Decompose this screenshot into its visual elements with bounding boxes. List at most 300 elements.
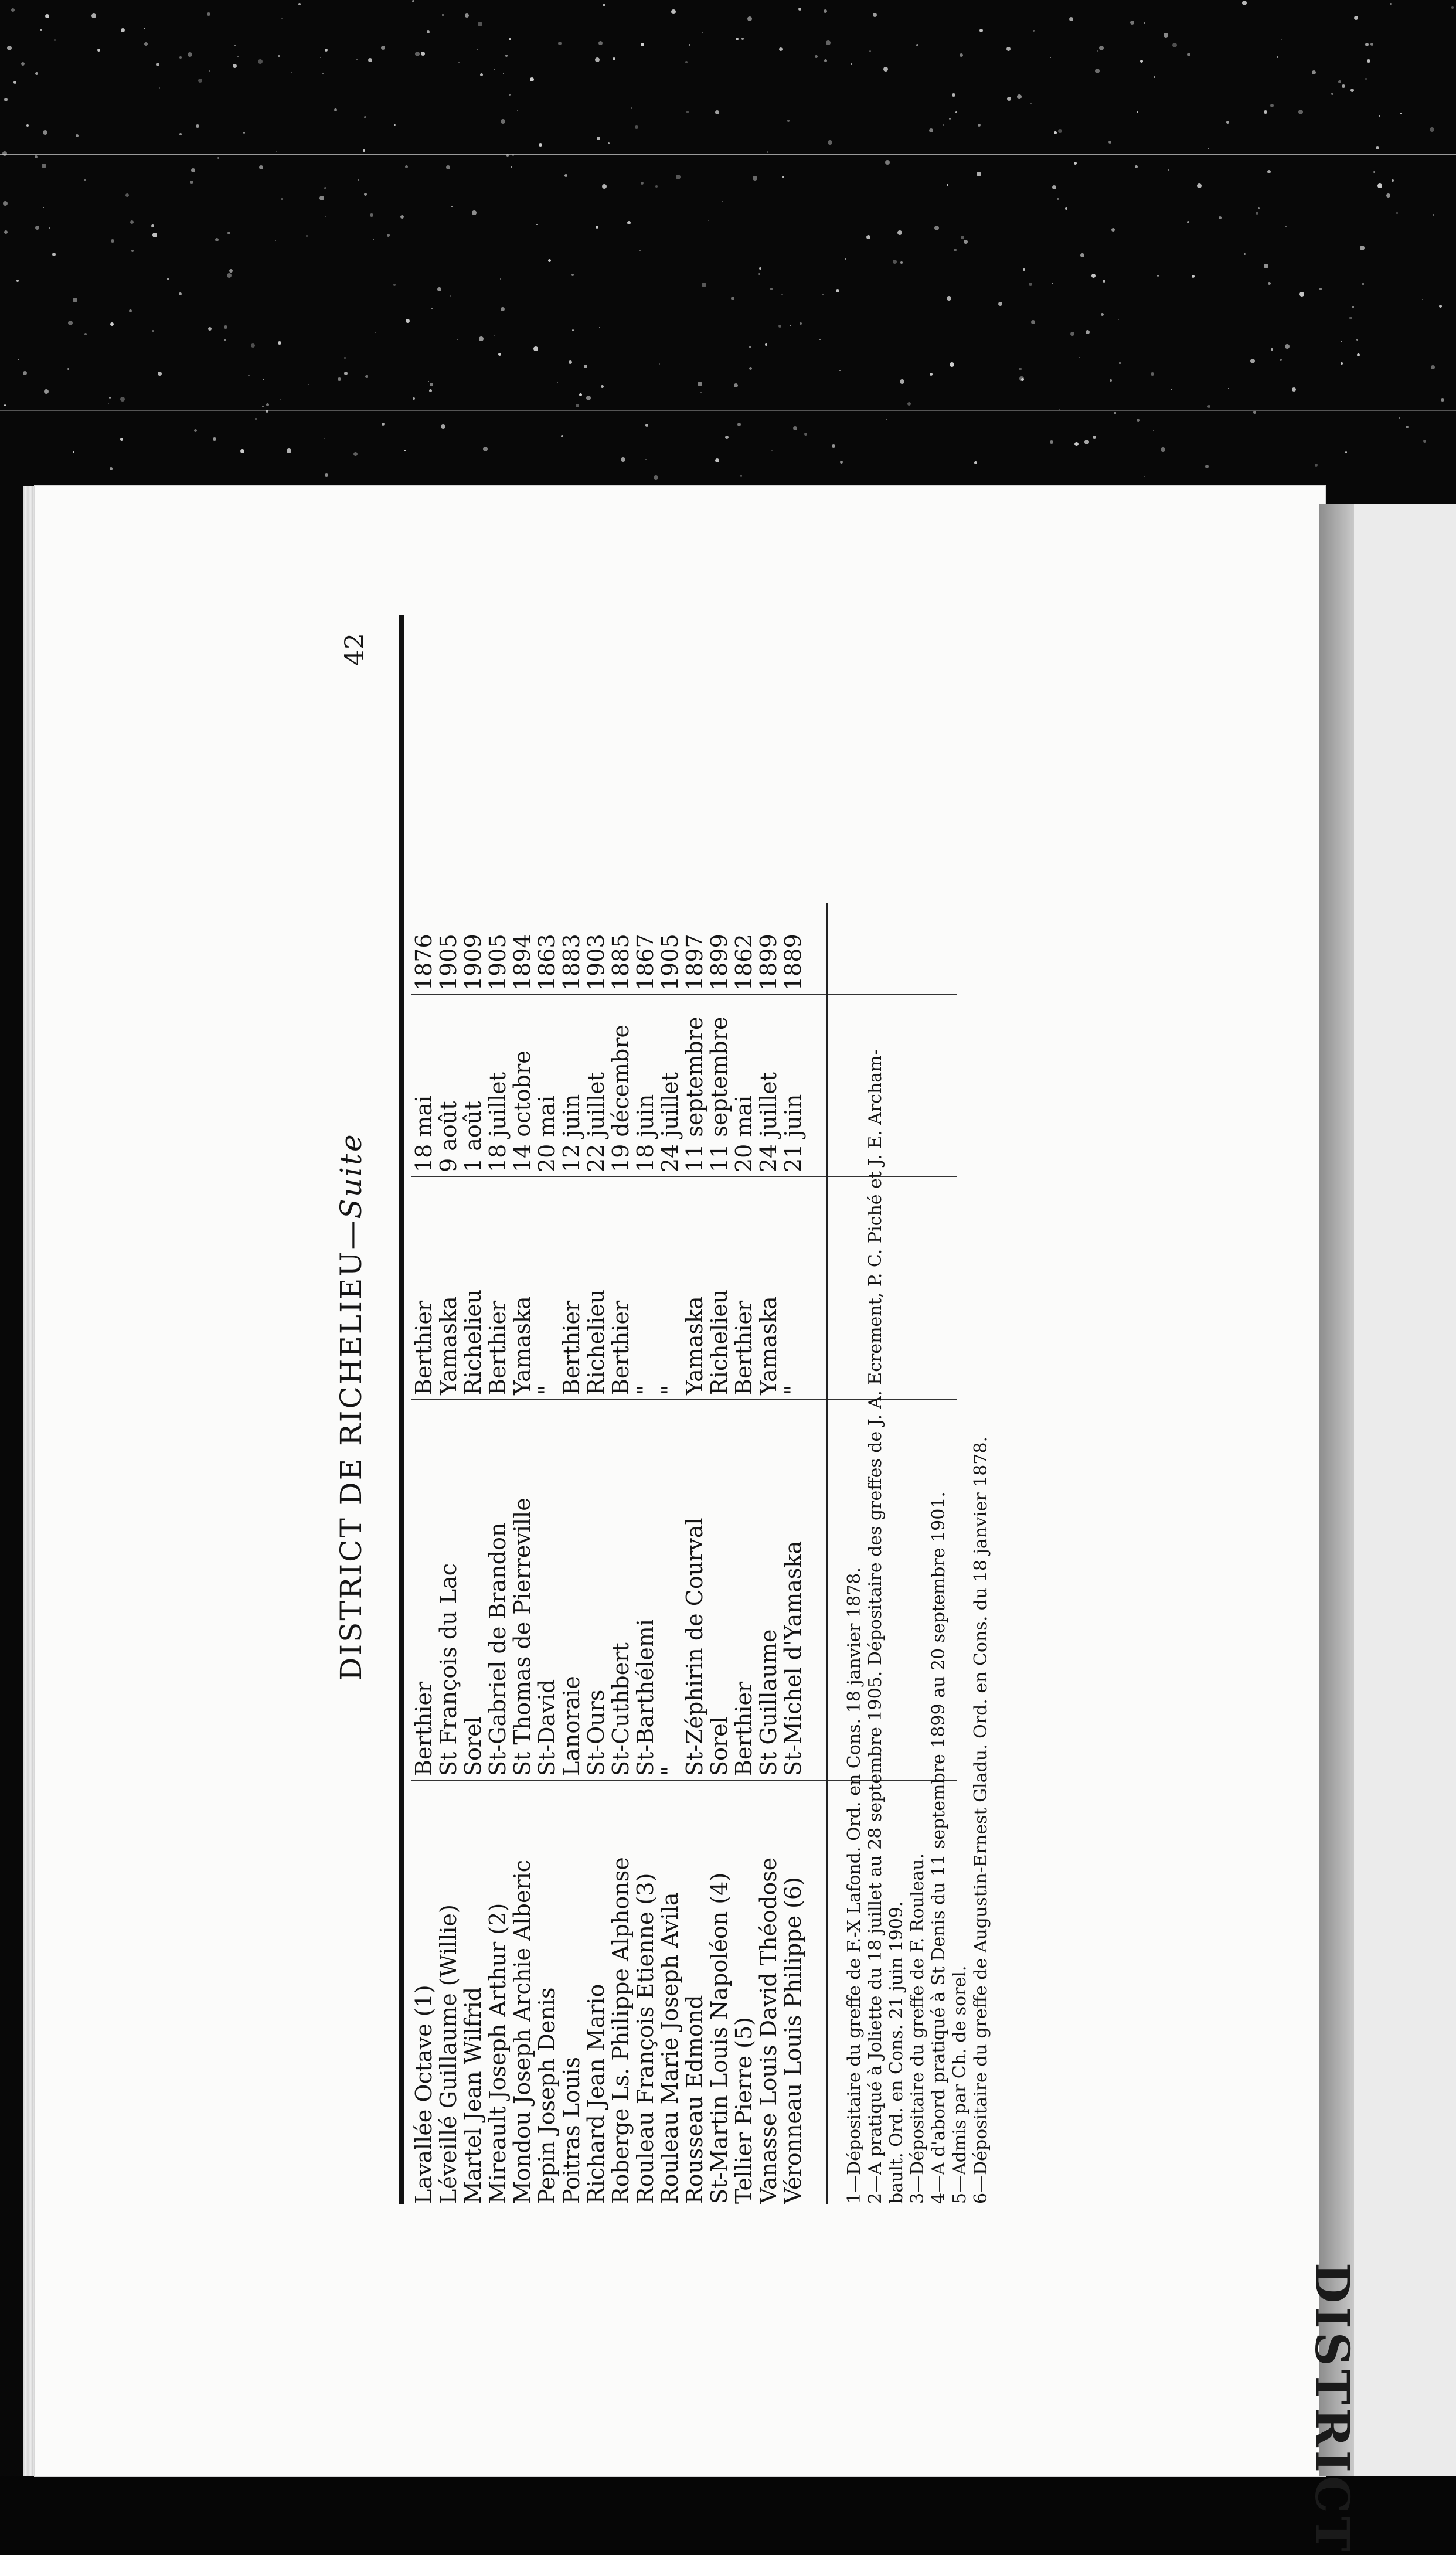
dust-speck	[934, 226, 939, 230]
dust-speck	[1399, 417, 1400, 419]
name-cell: Poitras Louis	[559, 2057, 584, 2204]
dust-speck	[430, 383, 433, 386]
place-cell: Berthier	[731, 1681, 757, 1776]
dust-speck	[782, 176, 784, 178]
notary-table	[411, 615, 805, 2204]
next-page-heading-fragment	[1305, 2263, 1456, 2555]
date-cell: 11 septembre	[682, 1016, 707, 1172]
dust-speck	[749, 346, 751, 348]
dust-speck	[832, 444, 835, 448]
district-cell: Yamaska	[509, 1296, 535, 1395]
dust-speck	[698, 382, 702, 386]
dust-speck	[120, 438, 123, 441]
dust-speck	[635, 125, 638, 129]
dust-speck	[800, 322, 802, 325]
dust-speck	[427, 30, 430, 33]
dust-speck	[1267, 170, 1271, 173]
dust-speck	[1065, 207, 1067, 210]
dust-speck	[344, 357, 346, 359]
dust-speck	[1187, 221, 1189, 223]
dust-speck	[364, 116, 366, 118]
dust-speck	[324, 187, 326, 189]
dust-speck	[194, 429, 197, 432]
dust-speck	[1430, 127, 1434, 132]
dust-speck	[1130, 21, 1134, 25]
date-cell: 18 juin	[632, 1094, 658, 1172]
dust-speck	[1192, 275, 1195, 278]
dust-speck	[1023, 268, 1025, 271]
dust-speck	[1250, 359, 1255, 363]
dust-speck	[298, 3, 301, 5]
dust-speck	[539, 143, 542, 147]
dust-speck	[43, 207, 44, 208]
dust-speck	[1110, 379, 1112, 382]
name-cell: Roberge Ls. Philippe Alphonse	[608, 1857, 634, 2204]
dust-speck	[753, 176, 757, 181]
place-cell: St-Cuthbert	[608, 1642, 634, 1776]
dust-speck	[627, 221, 631, 224]
year-cell: 1863	[534, 934, 560, 991]
table-row	[485, 615, 510, 2204]
dust-speck	[97, 49, 100, 52]
dust-speck	[243, 132, 245, 134]
dust-speck	[237, 56, 239, 57]
dust-speck	[338, 377, 341, 381]
dust-speck	[167, 278, 169, 280]
name-cell: Richard Jean Mario	[583, 1984, 609, 2204]
dust-speck	[1093, 436, 1096, 439]
dust-speck	[955, 111, 957, 113]
dust-speck	[363, 149, 365, 152]
dust-speck	[977, 172, 981, 176]
dust-speck	[1135, 165, 1138, 168]
dust-speck	[478, 22, 482, 26]
dust-speck	[2, 151, 7, 156]
dust-speck	[1352, 306, 1354, 308]
dust-speck	[44, 389, 49, 394]
dust-speck	[131, 250, 134, 252]
dust-speck	[700, 392, 702, 393]
dust-speck	[4, 404, 6, 406]
dust-speck	[511, 166, 512, 168]
dust-speck	[1338, 80, 1341, 83]
dust-speck	[722, 201, 723, 202]
dust-speck	[120, 397, 125, 402]
dust-speck	[208, 327, 212, 331]
date-cell: 20 mai	[731, 1095, 757, 1172]
date-cell: 19 décembre	[608, 1024, 634, 1172]
district-cell: "	[534, 1384, 560, 1395]
date-cell: 11 septembre	[706, 1016, 732, 1172]
dust-speck	[325, 49, 328, 52]
dust-speck	[781, 294, 783, 295]
dust-speck	[1057, 198, 1059, 200]
dust-speck	[1074, 162, 1077, 165]
dust-speck	[1400, 113, 1402, 114]
dust-speck	[480, 73, 483, 76]
page-title-main: DISTRICT DE RICHELIEU—	[334, 1219, 368, 1681]
dust-speck	[1219, 216, 1222, 219]
dust-speck	[373, 239, 374, 240]
dust-speck	[900, 379, 904, 384]
dust-speck	[404, 450, 406, 451]
table-row	[559, 615, 584, 2204]
dust-speck	[375, 332, 376, 333]
dust-speck	[536, 224, 538, 225]
dust-speck	[472, 210, 477, 215]
dust-speck	[1342, 84, 1345, 88]
dust-speck	[394, 124, 396, 126]
dust-speck	[1103, 280, 1105, 283]
district-cell: Yamaska	[756, 1296, 781, 1395]
place-cell: St-David	[534, 1679, 560, 1776]
place-cell: St-Barthélemi	[632, 1619, 658, 1776]
date-cell: 20 mai	[534, 1095, 560, 1172]
dust-speck	[4, 98, 8, 101]
page-content	[328, 610, 1049, 2204]
next-page-heading: DISTRICT	[1305, 2263, 1360, 2555]
dust-speck	[1079, 357, 1080, 358]
dust-speck	[822, 294, 824, 295]
dust-speck	[747, 16, 752, 21]
dust-speck	[429, 389, 432, 392]
district-cell: Berthier	[485, 1300, 511, 1395]
dust-speck	[259, 165, 263, 169]
dust-speck	[1350, 89, 1354, 92]
dust-speck	[509, 94, 511, 96]
dust-speck	[659, 363, 660, 365]
dust-speck	[18, 359, 19, 360]
place-cell: St-Ours	[583, 1689, 609, 1776]
dust-speck	[1197, 183, 1202, 188]
dust-speck	[130, 220, 134, 224]
dust-speck	[569, 360, 572, 364]
dust-speck	[1268, 282, 1271, 285]
dust-speck	[1164, 33, 1168, 38]
dust-speck	[1312, 70, 1316, 74]
dust-speck	[255, 418, 257, 420]
dust-speck	[1054, 131, 1057, 134]
place-cell: Sorel	[460, 1716, 486, 1776]
dust-speck	[227, 273, 232, 278]
dust-speck	[1154, 76, 1155, 78]
dust-speck	[1365, 78, 1367, 80]
dust-speck	[1151, 372, 1154, 376]
district-cell: Berthier	[608, 1300, 634, 1395]
dust-speck	[715, 458, 719, 462]
dust-speck	[1084, 440, 1089, 444]
dust-speck	[1270, 104, 1274, 107]
table-row	[756, 615, 781, 2204]
dust-speck	[639, 250, 641, 251]
dust-speck	[393, 284, 396, 286]
table-row	[535, 615, 559, 2204]
district-cell: Berthier	[559, 1300, 584, 1395]
dust-speck	[929, 128, 933, 132]
dust-speck	[725, 436, 729, 439]
year-cell: 1867	[632, 934, 658, 991]
name-cell: Véronneau Louis Philippe (6)	[780, 1877, 806, 2204]
dust-speck	[84, 179, 86, 181]
dust-speck	[450, 295, 451, 297]
dust-speck	[108, 403, 109, 404]
dust-speck	[571, 274, 574, 276]
dust-speck	[886, 419, 887, 420]
dust-speck	[110, 467, 113, 470]
dust-speck	[828, 140, 832, 145]
dust-speck	[741, 38, 744, 40]
dust-speck	[479, 336, 484, 341]
dust-speck	[266, 403, 269, 406]
dust-speck	[1264, 110, 1267, 114]
dust-speck	[974, 461, 977, 464]
dust-speck	[179, 133, 182, 135]
dust-speck	[1256, 212, 1258, 215]
dust-speck	[954, 249, 957, 251]
dust-speck	[964, 240, 968, 244]
dust-speck	[1171, 389, 1172, 390]
dust-speck	[52, 253, 56, 256]
dust-speck	[217, 157, 219, 159]
dust-speck	[11, 8, 15, 12]
dust-speck	[368, 58, 372, 62]
dust-speck	[213, 437, 216, 441]
dust-speck	[49, 227, 50, 229]
dust-speck	[334, 108, 337, 111]
dust-speck	[451, 206, 453, 207]
dust-speck	[158, 372, 162, 376]
dust-speck	[191, 168, 195, 172]
dust-speck	[111, 239, 114, 243]
footnote: 4—A d'abord pratiqué à St Denis du 11 septembre 1899 au 20 septembre 1901.	[928, 1492, 949, 2204]
place-cell: St-Gabriel de Brandon	[485, 1522, 511, 1776]
dust-speck	[1119, 362, 1121, 364]
dust-speck	[943, 124, 944, 126]
dust-speck	[1095, 69, 1100, 73]
table-row	[436, 615, 461, 2204]
dust-speck	[790, 325, 791, 326]
dust-speck	[73, 298, 77, 302]
district-cell: Berthier	[411, 1300, 437, 1395]
page-header	[328, 610, 399, 2204]
dust-speck	[1365, 43, 1369, 46]
year-cell: 1889	[780, 934, 806, 991]
dust-speck	[947, 184, 948, 186]
dust-speck	[1319, 288, 1322, 290]
dust-speck	[686, 111, 689, 113]
dust-speck	[151, 224, 154, 227]
dust-speck	[1052, 185, 1056, 189]
dust-speck	[715, 110, 719, 114]
table-row	[584, 615, 608, 2204]
dust-speck	[557, 382, 558, 383]
dust-speck	[1091, 274, 1096, 278]
dust-speck	[325, 216, 326, 217]
date-cell: 22 juillet	[583, 1072, 609, 1172]
dust-speck	[770, 288, 773, 290]
dust-speck	[1451, 6, 1454, 9]
dust-speck	[1086, 330, 1090, 334]
dust-speck	[819, 339, 821, 340]
date-cell: 18 juillet	[485, 1072, 511, 1172]
dust-speck	[1370, 43, 1373, 46]
dust-speck	[576, 404, 579, 407]
dust-speck	[1396, 212, 1398, 214]
dust-speck	[188, 52, 192, 57]
dust-speck	[1205, 465, 1209, 468]
dust-speck	[251, 343, 255, 348]
dust-speck	[734, 383, 738, 387]
dust-speck	[1168, 169, 1169, 171]
dust-speck	[1271, 348, 1273, 351]
dust-speck	[209, 70, 210, 72]
table-top-rule	[399, 615, 404, 2204]
year-cell: 1899	[756, 934, 781, 991]
place-cell: Berthier	[411, 1681, 437, 1776]
dust-speck	[13, 81, 16, 84]
date-cell: 24 juillet	[657, 1072, 683, 1172]
dust-speck	[319, 196, 324, 200]
year-cell: 1903	[583, 934, 609, 991]
footnote: 1—Dépositaire du greffe de F.-X Lafond. Ord. en Cons. 18 janvier 1878.	[844, 1567, 865, 2204]
dust-speck	[998, 302, 1002, 306]
dust-speck	[949, 118, 951, 120]
dust-speck	[1099, 46, 1104, 50]
dust-speck	[947, 296, 951, 301]
year-cell: 1876	[411, 934, 437, 991]
district-cell: Richelieu	[583, 1289, 609, 1395]
dust-speck	[91, 13, 96, 18]
dust-speck	[1281, 39, 1282, 40]
dust-speck	[494, 69, 495, 70]
district-cell: Berthier	[731, 1300, 757, 1395]
dust-speck	[68, 321, 73, 325]
dust-speck	[405, 165, 408, 168]
district-cell: Yamaska	[436, 1296, 461, 1395]
dust-speck	[1187, 53, 1190, 56]
dust-speck	[641, 182, 644, 185]
name-cell: Mireault Joseph Arthur (2)	[485, 1903, 511, 2204]
date-cell: 18 mai	[411, 1095, 437, 1172]
dust-speck	[1292, 387, 1296, 392]
dust-speck	[1299, 292, 1304, 297]
dust-speck	[224, 325, 227, 329]
dust-speck	[306, 235, 308, 237]
dust-speck	[1108, 141, 1111, 144]
dust-speck	[561, 435, 563, 437]
dust-speck	[1007, 97, 1011, 101]
dust-speck	[866, 235, 870, 239]
dust-speck	[152, 233, 157, 237]
year-cell: 1905	[485, 934, 511, 991]
dust-speck	[824, 9, 827, 13]
dust-speck	[413, 397, 415, 400]
year-cell: 1905	[657, 934, 683, 991]
table-row	[411, 615, 436, 2204]
dust-speck	[156, 63, 159, 66]
dust-speck	[1050, 57, 1051, 58]
place-cell: St Thomas de Pierreville	[509, 1498, 535, 1776]
dust-speck	[1253, 411, 1256, 414]
dust-speck	[1433, 214, 1434, 216]
dust-speck	[1033, 30, 1035, 32]
dust-speck	[869, 50, 871, 52]
date-cell: 14 octobre	[509, 1050, 535, 1172]
dust-speck	[702, 32, 703, 33]
footnote: bault. Ord. en Cons. 21 juin 1909.	[886, 1901, 907, 2204]
dust-speck	[655, 185, 658, 188]
dust-speck	[1341, 341, 1342, 342]
dust-speck	[1208, 148, 1209, 149]
dust-speck	[645, 459, 647, 460]
dust-speck	[1377, 183, 1382, 188]
dust-speck	[960, 53, 963, 57]
dust-speck	[1379, 115, 1380, 117]
dust-speck	[233, 64, 237, 68]
table-row	[732, 615, 756, 2204]
dust-speck	[558, 42, 562, 45]
dust-speck	[621, 457, 625, 462]
dust-speck	[1244, 253, 1246, 255]
year-cell: 1899	[706, 934, 732, 991]
dust-speck	[324, 438, 325, 439]
table-bottom-rule	[826, 903, 828, 2204]
district-cell: Richelieu	[460, 1289, 486, 1395]
dust-speck	[771, 450, 773, 451]
name-cell: Rouleau Marie Joseph Avila	[657, 1892, 683, 2204]
dust-speck	[1101, 313, 1104, 316]
dust-speck	[1030, 103, 1032, 104]
dust-speck	[1114, 412, 1116, 414]
dust-speck	[599, 327, 600, 328]
dust-speck	[767, 151, 768, 153]
dust-speck	[227, 232, 230, 234]
dust-speck	[517, 110, 518, 111]
dust-speck	[736, 38, 739, 40]
dust-speck	[779, 47, 783, 51]
dust-speck	[873, 13, 877, 17]
dust-speck	[671, 9, 676, 14]
dust-speck	[1118, 319, 1119, 320]
district-cell: "	[657, 1384, 683, 1395]
dust-speck	[262, 406, 264, 407]
dust-speck	[1144, 476, 1145, 477]
dust-speck	[387, 234, 390, 237]
footnote: 2—A pratiqué à Joliette du 18 juillet au 28 septembre 1905. Dépositaire des greffes de J. A. Ecrement, P. C. Piché et J. E. Archam-	[865, 1049, 886, 2204]
dust-speck	[1390, 3, 1392, 5]
year-cell: 1897	[682, 934, 707, 991]
dust-speck	[1441, 398, 1444, 402]
dust-speck	[358, 179, 359, 181]
dust-speck	[415, 52, 420, 56]
dust-speck	[1354, 16, 1358, 20]
dust-speck	[685, 61, 688, 63]
dust-speck	[1111, 228, 1115, 232]
dust-speck	[603, 4, 605, 6]
dust-speck	[1074, 442, 1079, 446]
place-cell: St Guillaume	[756, 1629, 781, 1776]
dust-speck	[1207, 405, 1210, 408]
dust-speck	[512, 154, 514, 156]
date-cell: 12 juin	[559, 1094, 584, 1172]
dust-speck	[533, 346, 538, 351]
year-cell: 1905	[436, 934, 461, 991]
dust-speck	[35, 226, 39, 230]
dust-speck	[35, 72, 38, 75]
dust-speck	[43, 130, 47, 135]
dust-speck	[1144, 22, 1145, 24]
date-cell: 9 août	[436, 1101, 461, 1172]
